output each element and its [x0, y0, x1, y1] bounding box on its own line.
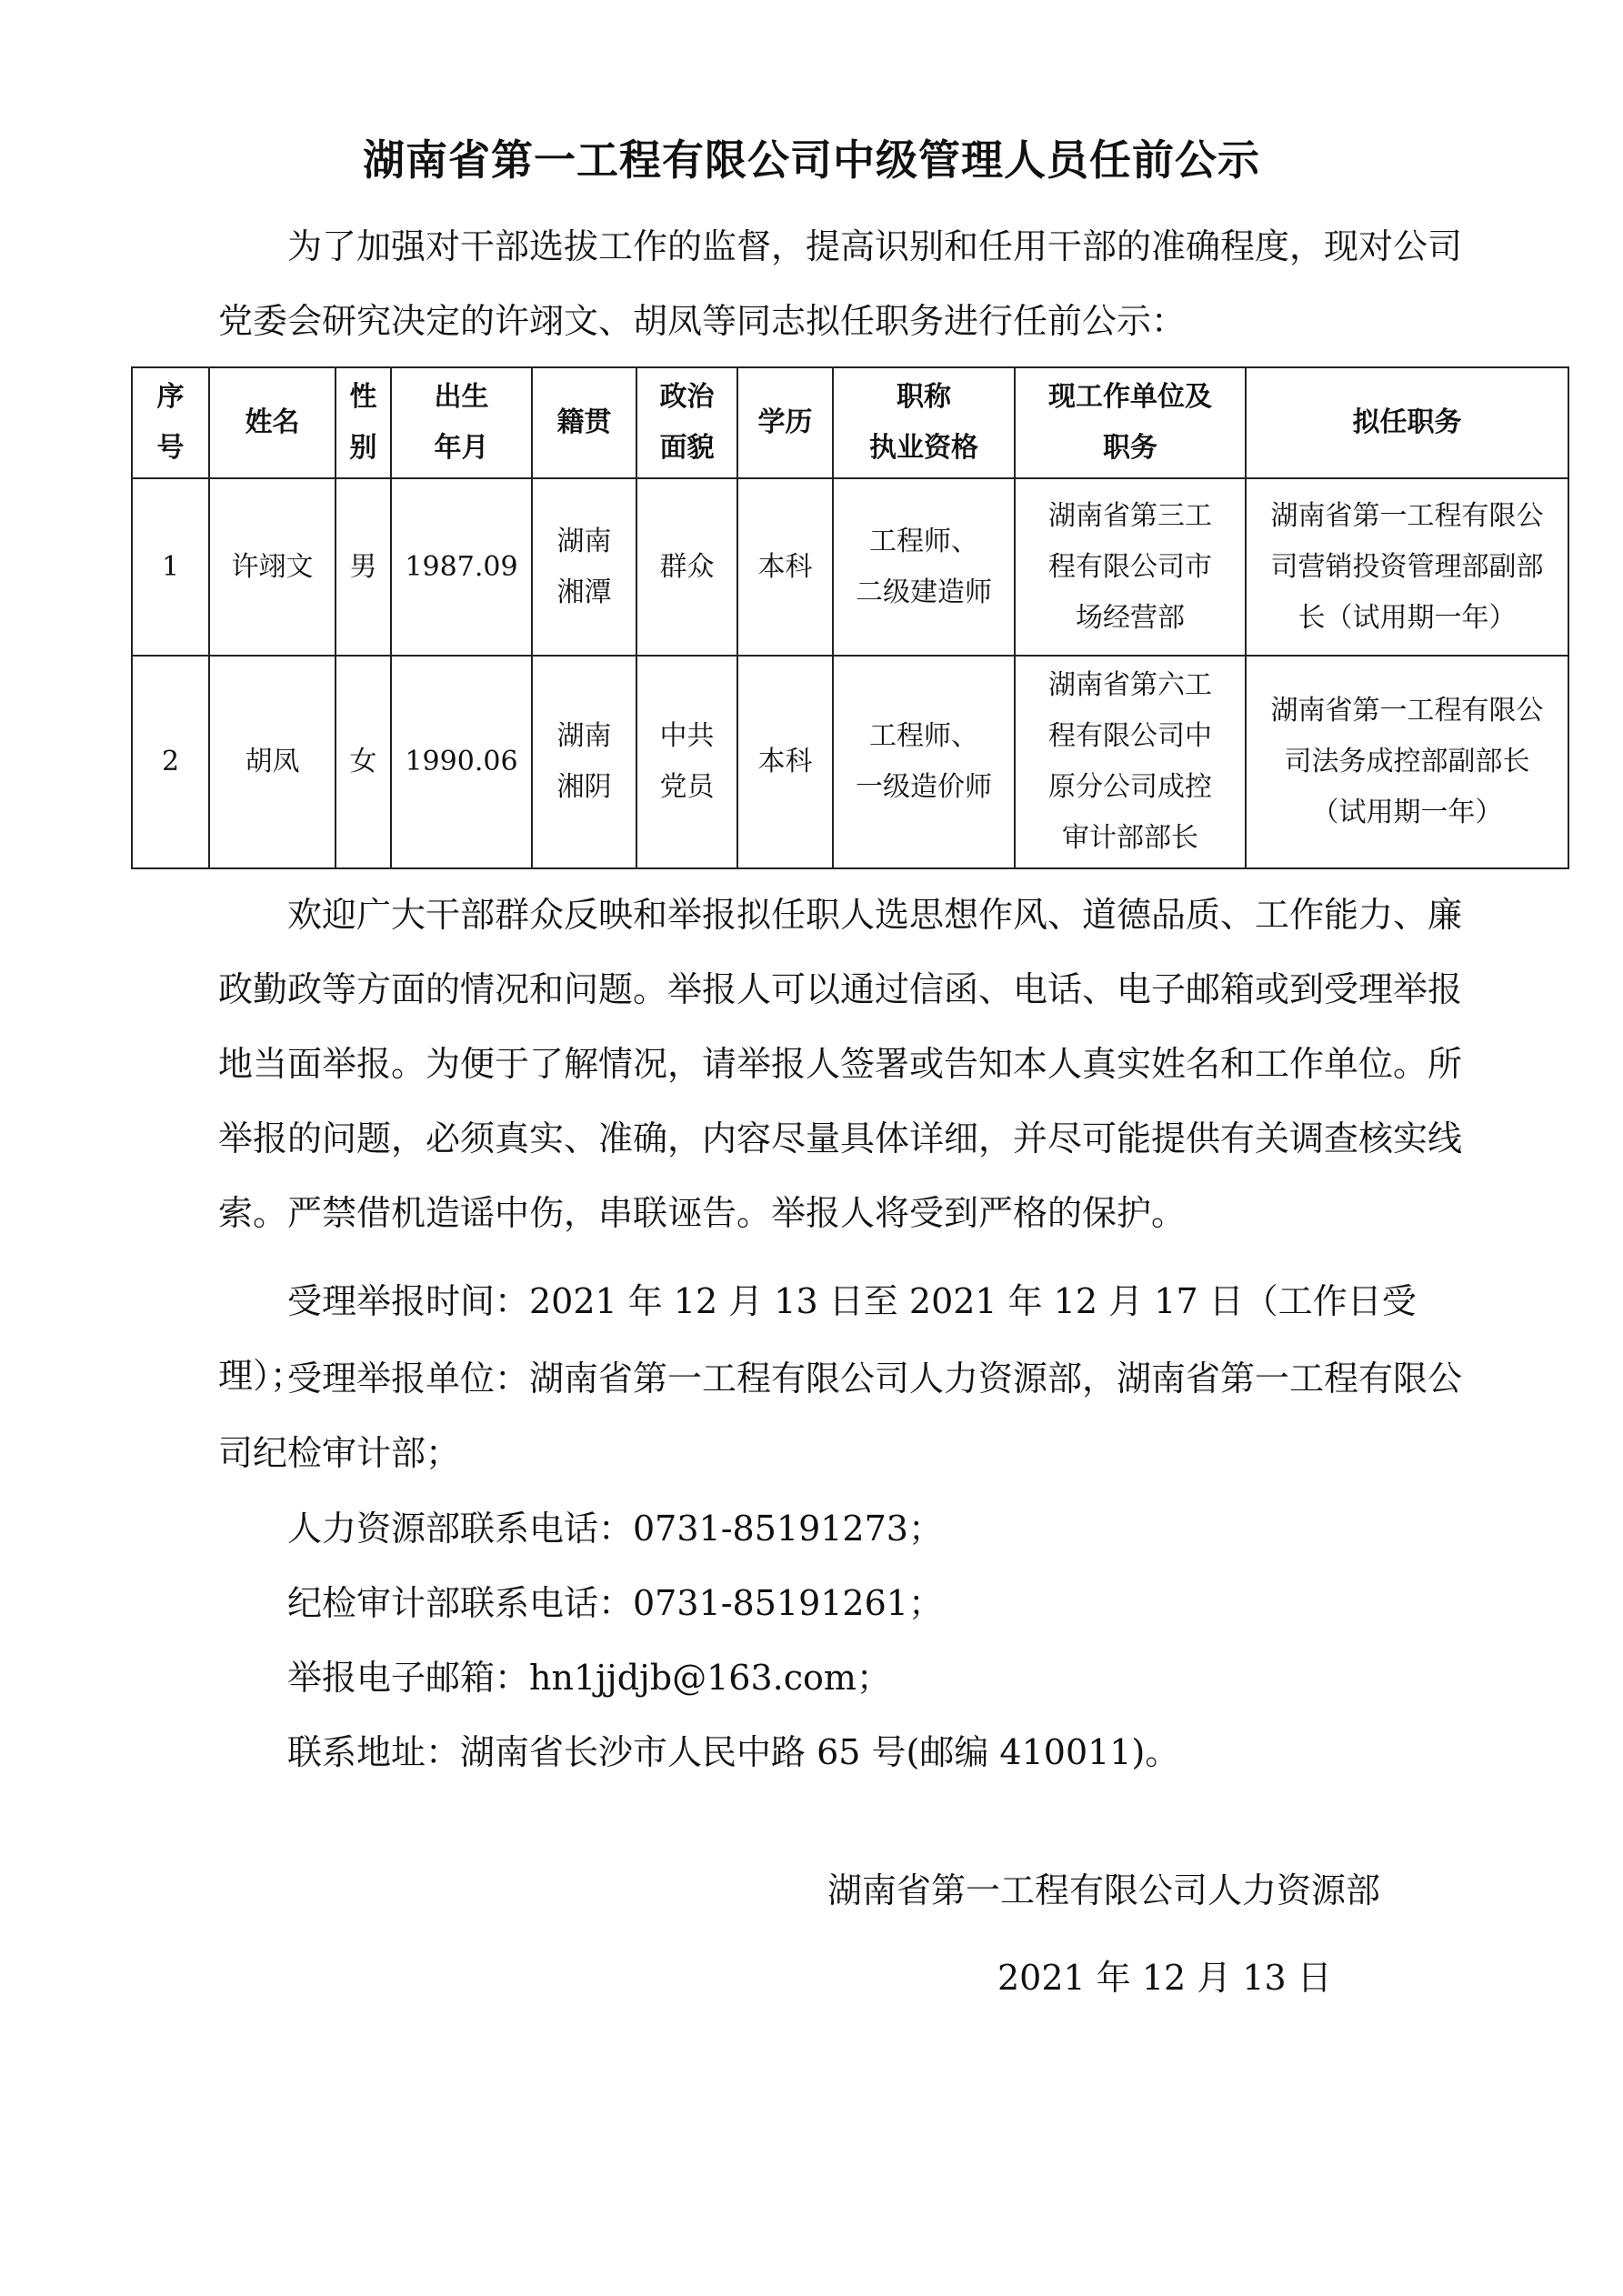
- cell-gender: 男: [336, 478, 391, 656]
- report-email: 举报电子邮箱：hn1jjdjb@163.com；: [287, 1658, 891, 1698]
- cell-no: 1: [132, 478, 209, 656]
- intro-paragraph: 为了加强对干部选拔工作的监督，提高识别和任用干部的准确程度，现对公司党委会研究决定的许翊文、胡凤等同志拟任职务进行任前公示：: [218, 226, 1463, 341]
- header-political: 政治 面貌: [636, 367, 737, 478]
- header-title: 职称 执业资格: [833, 367, 1015, 478]
- cell-current: 湖南省第三工 程有限公司市 场经营部: [1015, 478, 1246, 656]
- cell-current: 湖南省第六工 程有限公司中 原分公司成控 审计部部长: [1015, 656, 1246, 868]
- report-unit: 受理举报单位：湖南省第一工程有限公司人力资源部，湖南省第一工程有限公司纪检审计部；: [218, 1359, 1463, 1473]
- contact-address: 联系地址：湖南省长沙市人民中路 65 号(邮编 410011)。: [287, 1732, 1180, 1772]
- cell-name: 许翊文: [209, 478, 336, 656]
- cell-proposed: 湖南省第一工程有限公 司营销投资管理部副部 长（试用期一年）: [1246, 478, 1568, 656]
- audit-phone: 纪检审计部联系电话：0731-85191261；: [287, 1583, 943, 1623]
- signature-date: 2021 年 12 月 13 日: [997, 1958, 1332, 1998]
- cell-education: 本科: [737, 656, 833, 868]
- cell-name: 胡凤: [209, 656, 336, 868]
- cell-political: 群众: [636, 478, 737, 656]
- header-proposed: 拟任职务: [1246, 367, 1568, 478]
- body-paragraph: 欢迎广大干部群众反映和举报拟任职人选思想作风、道德品质、工作能力、廉政勤政等方面的情况和问题。举报人可以通过信函、电话、电子邮箱或到受理举报地当面举报。为便于了解情况，请举报人签署或告知本人真实姓名和工作单位。所举报的问题，必须真实、准确，内容尽量具体详细，并尽可能提供有关调查核实线索。严禁借机造谣中伤，串联诬告。举报人将受到严格的保护。: [218, 895, 1463, 1233]
- hr-phone: 人力资源部联系电话：0731-85191273；: [287, 1509, 943, 1549]
- cell-birth: 1987.09: [391, 478, 532, 656]
- header-gender: 性 别: [336, 367, 391, 478]
- cell-political: 中共 党员: [636, 656, 737, 868]
- header-name: 姓名: [209, 367, 336, 478]
- document-title: 湖南省第一工程有限公司中级管理人员任前公示: [363, 135, 1260, 185]
- table-header-row: [132, 367, 1568, 478]
- table-row: [132, 478, 1568, 656]
- cell-title: 工程师、 一级造价师: [833, 656, 1015, 868]
- table-row: [132, 656, 1568, 868]
- header-no: 序 号: [132, 367, 209, 478]
- header-current: 现工作单位及 职务: [1015, 367, 1246, 478]
- header-education: 学历: [737, 367, 833, 478]
- header-birth: 出生 年月: [391, 367, 532, 478]
- cell-education: 本科: [737, 478, 833, 656]
- signature-department: 湖南省第一工程有限公司人力资源部: [827, 1870, 1381, 1910]
- cell-origin: 湖南 湘潭: [532, 478, 636, 656]
- cell-title: 工程师、 二级建造师: [833, 478, 1015, 656]
- cell-origin: 湖南 湘阴: [532, 656, 636, 868]
- header-origin: 籍贯: [532, 367, 636, 478]
- report-time: 受理举报时间：2021 年 12 月 13 日至 2021 年 12 月 17 日（工作日受理）；: [218, 1281, 1417, 1396]
- nominee-table: [131, 366, 1569, 869]
- cell-proposed: 湖南省第一工程有限公 司法务成控部副部长 （试用期一年）: [1246, 656, 1568, 868]
- cell-no: 2: [132, 656, 209, 868]
- cell-gender: 女: [336, 656, 391, 868]
- cell-birth: 1990.06: [391, 656, 532, 868]
